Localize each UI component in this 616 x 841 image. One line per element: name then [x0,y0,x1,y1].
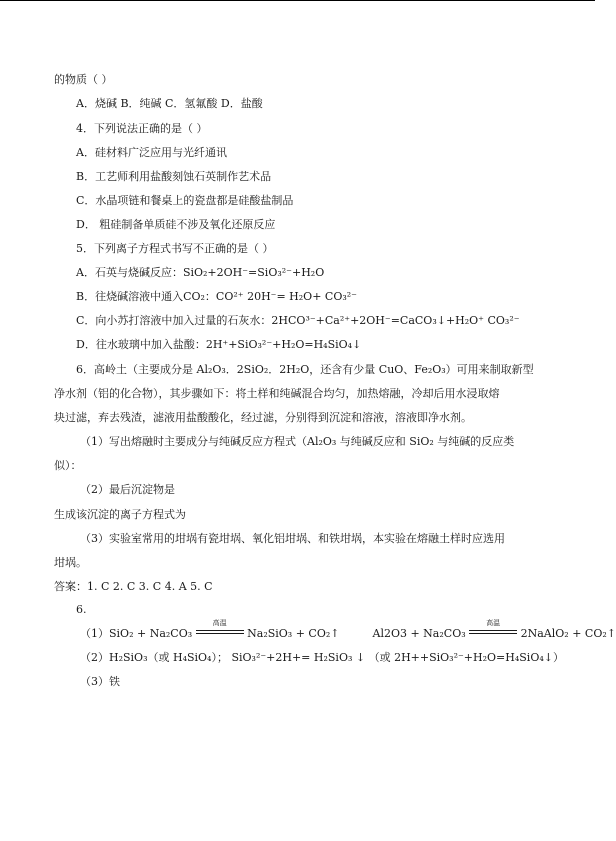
question-4-option-c: C．水晶项链和餐桌上的瓷盘都是硅酸盐制品 [76,194,294,207]
equation-1-condition-label: 高温 [212,619,227,627]
question-6-part-1-line-1: （1）写出熔融时主要成分与纯碱反应方程式（Al₂O₃ 与纯碱反应和 SiO₂ 与纯碱的反应类 [80,435,515,448]
question-5-option-d: D．往水玻璃中加入盐酸：2H⁺+SiO₃²⁻+H₂O=H₄SiO₄↓ [76,338,362,351]
question-6-stem-line-3: 块过滤，弃去残渣，滤液用盐酸酸化，经过滤，分别得到沉淀和溶液，溶液即净水剂。 [54,411,472,424]
equation-2-condition-label: 高温 [486,619,501,627]
question-6-stem-line-2: 净水剂（铝的化合物），其步骤如下：将土样和纯碱混合均匀，加热熔融，冷却后用水浸取熔 [54,387,500,400]
answer-key: 答案：1. C 2. C 3. C 4. A 5. C [54,580,213,593]
answer-6-label: 6. [76,603,87,616]
question-4-option-a: A．硅材料广泛应用与光纤通讯 [76,146,227,159]
question-6-part-2: （2）最后沉淀物是 [80,483,175,496]
question-5-option-b: B．往烧碱溶液中通入CO₂：CO²⁺ 20H⁻= H₂O+ CO₃²⁻ [76,290,357,303]
question-5-stem: 5．下列离子方程式书写不正确的是（ ） [76,242,274,255]
question-4-stem: 4．下列说法正确的是（ ） [76,122,208,135]
answer-6-part-1-equations [80,619,616,641]
question-6-part-3-line-1: （3）实验室常用的坩埚有瓷坩埚、氧化铝坩埚、和铁坩埚，本实验在熔融土样时应选用 [80,532,505,545]
question-6-part-2-ionic: 生成该沉淀的离子方程式为 [54,508,186,521]
equation-1-products: Na₂SiO₃ + CO₂↑ [247,627,340,640]
equation-1-reactants: （1）SiO₂ + Na₂CO₃ [80,627,193,640]
equation-1-condition [196,619,244,641]
question-4-option-b: B．工艺师利用盐酸刻蚀石英制作艺术品 [76,170,272,183]
question-3-options: A．烧碱 B．纯碱 C．氢氟酸 D．盐酸 [76,97,263,110]
question-6-stem-line-1: 6．高岭土（主要成分是 Al₂O₃．2SiO₂．2H₂O，还含有少量 CuO、Fe₂O₃）可用来制取新型 [76,363,534,376]
answer-6-part-3: （3）铁 [80,675,120,688]
question-4-option-d: D． 粗硅制备单质硅不涉及氧化还原反应 [76,218,276,231]
page-top-rule [0,0,595,1]
answer-6-part-2: （2）H₂SiO₃（或 H₄SiO₄）； SiO₃²⁻+2H+= H₂SiO₃ ↓ （或 2H++SiO₃²⁻+H₂O=H₄SiO₄↓） [80,651,564,664]
equation-2-condition [469,619,517,641]
equation-2-reactants: Al2O3 + Na₂CO₃ [372,627,466,640]
question-5-option-a: A．石英与烧碱反应：SiO₂+2OH⁻=SiO₃²⁻+H₂O [76,266,325,279]
question-6-part-1-line-2: 似）： [54,459,82,472]
question-5-option-c: C．向小苏打溶液中加入过量的石灰水：2HCO³⁻+Ca²⁺+2OH⁻=CaCO₃↓+H₂O⁺ CO₃²⁻ [76,314,520,327]
equation-2-products: 2NaAlO₂ + CO₂↑ [520,627,616,640]
question-6-part-3-line-2: 坩埚。 [54,556,87,569]
question-3-stem-end: 的物质（ ） [54,73,113,86]
